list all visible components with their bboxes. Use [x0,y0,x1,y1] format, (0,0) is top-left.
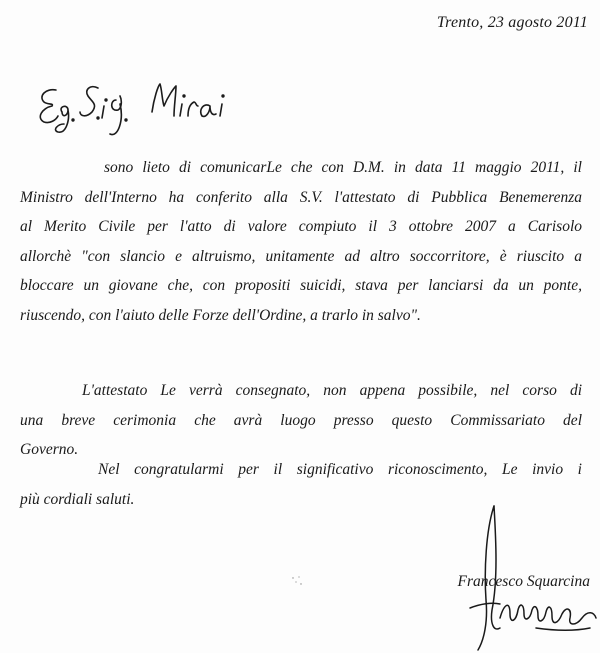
paragraph-line: più cordiali saluti. [20,490,135,508]
paragraph-line: bloccare un giovane che, con propositi suicidi, stava per lanciarsi da un ponte, [20,277,582,294]
paragraph-line: Nel congratularmi per il significativo riconoscimento, Le invio i [98,461,582,478]
paragraph-line: Ministro dell'Interno ha conferito alla S.V. l'attestato di Pubblica Benemerenza [20,188,582,206]
paragraph-line: L'attestato Le verrà consegnato, non appena possibile, nel corso di [82,382,582,399]
paragraph-line: una breve cerimonia che avrà luogo presso questo Commissariato del [20,411,582,429]
handwritten-salutation-graphic [28,60,238,140]
paragraph-line: al Merito Civile per l'atto di valore compiuto il 3 ottobre 2007 a Carisolo [20,218,582,235]
handwritten-salutation [28,60,238,140]
paragraph-line: riuscendo, con l'aiuto delle Forze dell'Ordine, a trarlo in salvo". [20,306,421,324]
paragraph-communication [20,153,582,330]
scan-speck [290,575,304,587]
paragraph-ceremony [20,376,582,465]
paragraph-line: sono lieto di comunicarLe che con D.M. in data 11 maggio 2011, il [104,159,582,176]
paragraph-line: Governo. [20,441,79,458]
paragraph-line: allorchè "con slancio e altruismo, unitamente ad altro soccorritore, è riuscito a [20,247,582,265]
signatory-name: Francesco Squarcina [457,573,590,590]
place-date: Trento, 23 agosto 2011 [436,14,588,31]
